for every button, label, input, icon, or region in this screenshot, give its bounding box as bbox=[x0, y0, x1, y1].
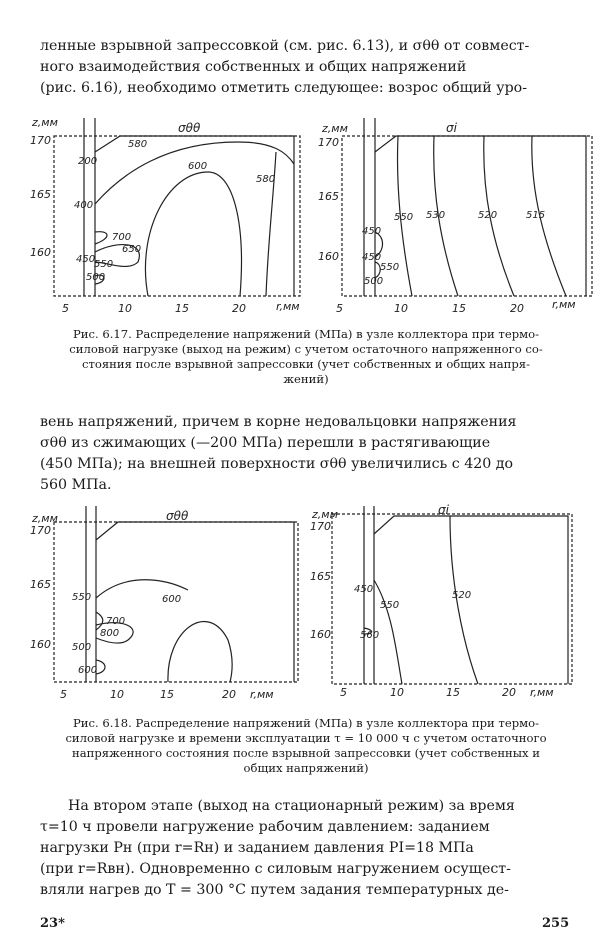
z-axis-label: z,мм bbox=[312, 508, 338, 521]
text-line: (рис. 6.16), необходимо отметить следующее: возрос общий уро- bbox=[40, 80, 528, 96]
caption-line: стояния после взрывной запрессовки (учет собственных и общих напря- bbox=[81, 357, 531, 371]
contour-label: 550 bbox=[394, 212, 414, 223]
x-tick-label: 20 bbox=[502, 686, 516, 699]
contour-label: 400 bbox=[74, 200, 94, 211]
caption-line: общих напряжений) bbox=[243, 761, 369, 775]
y-tick-label: 160 bbox=[30, 246, 51, 259]
contour-label: 500 bbox=[72, 642, 92, 653]
contour-label: 530 bbox=[426, 210, 446, 221]
contour-label: 450 bbox=[354, 584, 374, 595]
text-line: нагрузки Pн (при r=Rн) и заданием давления PI=18 МПа bbox=[40, 840, 474, 856]
figure-6-18-right-plot bbox=[302, 500, 584, 710]
text-line: На втором этапе (выход на стационарный режим) за время bbox=[68, 798, 515, 814]
r-axis-label: r,мм bbox=[530, 686, 554, 699]
x-tick-label: 10 bbox=[118, 302, 132, 315]
paragraph-top bbox=[40, 36, 572, 99]
x-tick-label: 10 bbox=[110, 688, 124, 701]
caption-line: жений) bbox=[283, 372, 329, 386]
contour-label: 450 bbox=[362, 226, 382, 237]
caption-line: силовой нагрузке (выход на режим) с учетом остаточного напряженного со- bbox=[69, 342, 543, 356]
contour-label: 200 bbox=[78, 156, 98, 167]
z-axis-label: z,мм bbox=[322, 122, 348, 135]
paragraph-middle bbox=[40, 412, 572, 496]
x-tick-label: 20 bbox=[232, 302, 246, 315]
contour-label: 550 bbox=[94, 259, 114, 270]
x-tick-label: 5 bbox=[62, 302, 69, 315]
plot-title: σθθ bbox=[178, 121, 201, 135]
y-tick-label: 165 bbox=[318, 190, 339, 203]
x-tick-label: 15 bbox=[160, 688, 174, 701]
caption-line: напряженного состояния после взрывной запрессовки (учет собственных и bbox=[72, 746, 540, 760]
contour-label: 550 bbox=[380, 262, 400, 273]
contour-label: 700 bbox=[106, 616, 126, 627]
text-line: 560 МПа. bbox=[40, 477, 112, 493]
y-tick-label: 165 bbox=[30, 188, 51, 201]
y-tick-label: 170 bbox=[30, 524, 51, 537]
caption-line: Рис. 6.18. Распределение напряжений (МПа) в узле коллектора при термо- bbox=[72, 716, 540, 730]
r-axis-label: r,мм bbox=[552, 298, 576, 311]
x-tick-label: 10 bbox=[394, 302, 408, 315]
y-tick-label: 170 bbox=[310, 520, 331, 533]
plot-title: σθθ bbox=[166, 509, 189, 523]
figure-6-17-caption bbox=[36, 327, 576, 387]
contour-label: 580 bbox=[128, 139, 148, 150]
contour-label: 550 bbox=[380, 600, 400, 611]
r-axis-label: r,мм bbox=[276, 300, 300, 313]
y-tick-label: 165 bbox=[310, 570, 331, 583]
page-number: 255 bbox=[542, 916, 570, 931]
contour-label: 600 bbox=[78, 665, 98, 676]
y-tick-label: 160 bbox=[318, 250, 339, 263]
y-tick-label: 165 bbox=[30, 578, 51, 591]
x-tick-label: 15 bbox=[446, 686, 460, 699]
x-tick-label: 5 bbox=[340, 686, 347, 699]
contour-label: 580 bbox=[256, 174, 276, 185]
x-tick-label: 5 bbox=[60, 688, 67, 701]
text-line: ного взаимодействия собственных и общих напряжений bbox=[40, 59, 467, 75]
contour-label: 600 bbox=[188, 161, 208, 172]
z-axis-label: z,мм bbox=[32, 512, 58, 525]
text-line: ленные взрывной запрессовкой (см. рис. 6.13), и σθθ от совмест- bbox=[40, 38, 530, 54]
contour-label: 600 bbox=[162, 594, 182, 605]
r-axis-label: r,мм bbox=[250, 688, 274, 701]
x-tick-label: 20 bbox=[510, 302, 524, 315]
contour-label: 520 bbox=[452, 590, 472, 601]
text-line: вляли нагрев до T = 300 °С путем задания температурных де- bbox=[40, 882, 509, 898]
y-tick-label: 160 bbox=[30, 638, 51, 651]
y-tick-label: 170 bbox=[318, 136, 339, 149]
text-line: (при r=Rвн). Одновременно с силовым нагружением осущест- bbox=[40, 861, 511, 877]
x-tick-label: 20 bbox=[222, 688, 236, 701]
contour-label: 700 bbox=[112, 232, 132, 243]
x-tick-label: 15 bbox=[175, 302, 189, 315]
contour-label: 550 bbox=[72, 592, 92, 603]
figure-6-17-left-plot bbox=[28, 112, 310, 322]
contour-label: 650 bbox=[122, 244, 142, 255]
contour-label: 450 bbox=[76, 254, 96, 265]
contour-label: 500 bbox=[364, 276, 384, 287]
figure-6-17-right-plot bbox=[316, 112, 598, 322]
plot-title: σi bbox=[446, 121, 457, 135]
contour-label: 560 bbox=[360, 630, 380, 641]
text-line: σθθ из сжимающих (—200 МПа) перешли в растягивающие bbox=[40, 435, 491, 451]
caption-line: Рис. 6.17. Распределение напряжений (МПа) в узле коллектора при термо- bbox=[72, 327, 540, 341]
z-axis-label: z,мм bbox=[32, 116, 58, 129]
x-tick-label: 15 bbox=[452, 302, 466, 315]
caption-line: силовой нагрузке и времени эксплуатации τ = 10 000 ч с учетом остаточного bbox=[65, 731, 547, 745]
text-line: вень напряжений, причем в корне недовальцовки напряжения bbox=[40, 414, 517, 430]
contour-label: 500 bbox=[86, 272, 106, 283]
text-line: τ=10 ч провели нагружение рабочим давлением: заданием bbox=[40, 819, 490, 835]
plot-title: σi bbox=[438, 503, 449, 517]
y-tick-label: 170 bbox=[30, 134, 51, 147]
contour-label: 450 bbox=[362, 252, 382, 263]
contour-label: 515 bbox=[526, 210, 546, 221]
figure-6-18-left-plot bbox=[28, 500, 310, 710]
x-tick-label: 5 bbox=[336, 302, 343, 315]
paragraph-bottom bbox=[40, 796, 572, 901]
figure-6-18-caption bbox=[36, 716, 576, 776]
contour-label: 800 bbox=[100, 628, 120, 639]
y-tick-label: 160 bbox=[310, 628, 331, 641]
contour-label: 520 bbox=[478, 210, 498, 221]
x-tick-label: 10 bbox=[390, 686, 404, 699]
text-line: (450 МПа); на внешней поверхности σθθ увеличились с 420 до bbox=[40, 456, 514, 472]
signature-mark: 23* bbox=[40, 916, 65, 931]
